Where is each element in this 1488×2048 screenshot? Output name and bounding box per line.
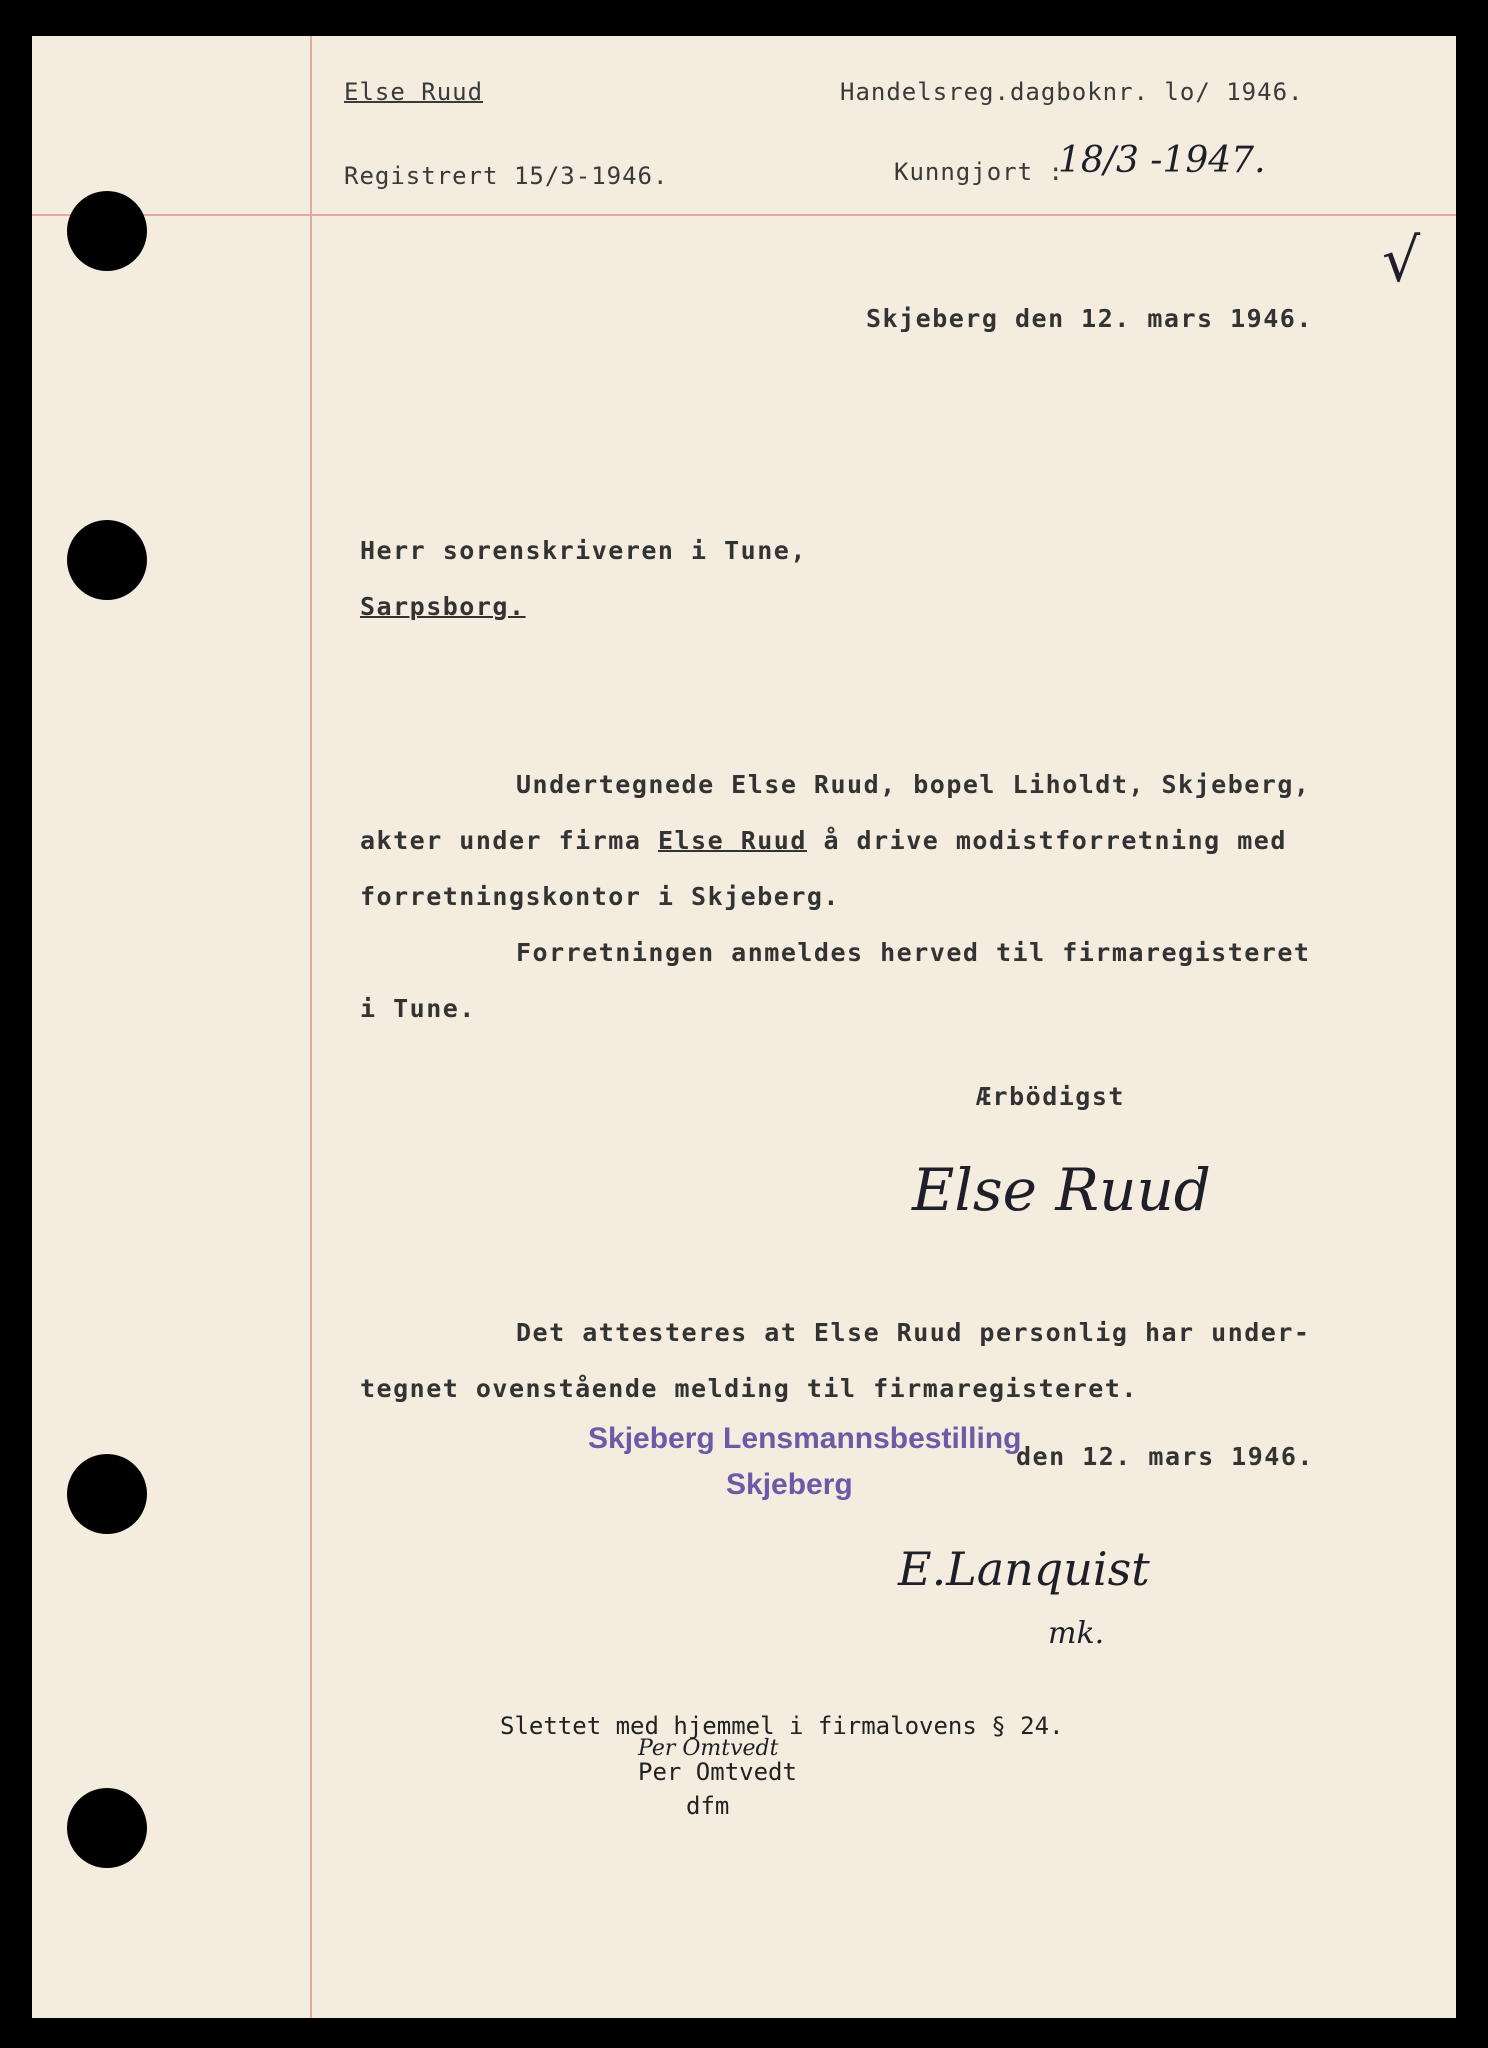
header-dagbok-number: Handelsreg.dagboknr. lo/ 1946. — [840, 78, 1304, 106]
paragraph-1-line-2-c: å drive modistforretning med — [806, 826, 1287, 855]
paragraph-2-line-1: Forretningen anmeldes herved til firmaregisteret — [516, 938, 1311, 967]
signature-lensmann: E.Lanquist — [898, 1542, 1150, 1596]
punch-hole — [67, 191, 147, 271]
margin-rule-horizontal — [32, 214, 1456, 216]
check-mark: √ — [1382, 226, 1421, 296]
signature-else-ruud: Else Ruud — [912, 1156, 1211, 1224]
stamp-line-1: Skjeberg Lensmannsbestilling — [588, 1422, 1022, 1455]
paragraph-1-line-3: forretningskontor i Skjeberg. — [360, 882, 840, 911]
stamp-line-2: Skjeberg — [726, 1468, 853, 1501]
punch-hole — [67, 1454, 147, 1534]
margin-rule-vertical — [310, 36, 312, 2018]
header-kunngjort-label: Kunngjort : — [894, 158, 1064, 186]
header-name: Else Ruud — [344, 78, 484, 106]
paragraph-1-line-2 — [360, 826, 1287, 855]
recipient: Herr sorenskriveren i Tune, — [360, 536, 807, 565]
recipient-city: Sarpsborg. — [360, 592, 526, 621]
deletion-note: Slettet med hjemmel i firmalovens § 24. — [500, 1712, 1064, 1740]
paragraph-1-line-1: Undertegnede Else Ruud, bopel Liholdt, Skjeberg, — [516, 770, 1311, 799]
footer-handwritten-signature: Per Omtvedt — [638, 1736, 779, 1761]
paragraph-2-line-2: i Tune. — [360, 994, 476, 1023]
place-date: Skjeberg den 12. mars 1946. — [866, 304, 1313, 333]
firm-name: Else Ruud — [657, 826, 807, 855]
closing: Ærbödigst — [976, 1082, 1125, 1111]
attest-line-2: tegnet ovenstående melding til firmaregisteret. — [360, 1374, 1138, 1403]
paragraph-1-line-2-a: akter under firma — [360, 826, 658, 855]
footer-name: Per Omtvedt — [638, 1758, 797, 1786]
header-kunngjort-date: 18/3 -1947. — [1058, 140, 1266, 181]
punch-hole — [67, 520, 147, 600]
attest-date: den 12. mars 1946. — [1016, 1442, 1314, 1471]
signature-suffix: mk. — [1048, 1616, 1105, 1651]
footer-title: dfm — [686, 1792, 730, 1820]
attest-line-1: Det attesteres at Else Ruud personlig har under- — [516, 1318, 1311, 1347]
punch-hole — [67, 1788, 147, 1868]
header-registrert: Registrert 15/3-1946. — [344, 162, 669, 190]
document-page — [32, 36, 1456, 2018]
